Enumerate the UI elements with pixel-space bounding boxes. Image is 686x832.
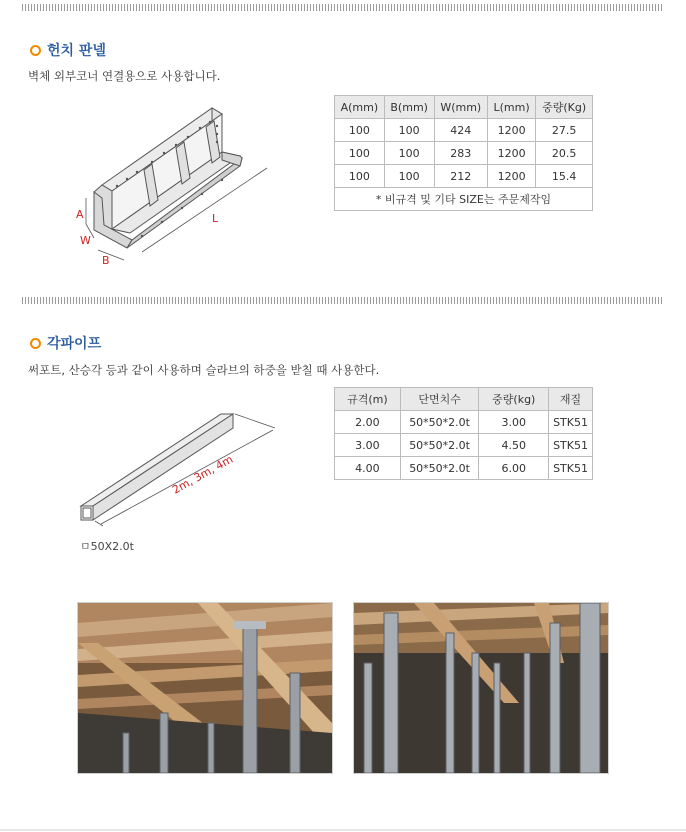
table-row xyxy=(335,142,593,165)
table-cell: 100 xyxy=(384,142,434,165)
table-cell: 6.00 xyxy=(479,457,549,480)
table-header-cell: 단면치수 xyxy=(400,388,479,411)
table-header-cell: A(mm) xyxy=(335,96,385,119)
table-header-cell: L(mm) xyxy=(487,96,535,119)
table-cell: 4.50 xyxy=(479,434,549,457)
table-row xyxy=(335,165,593,188)
table-header-cell: 중량(Kg) xyxy=(536,96,593,119)
table-row xyxy=(335,434,593,457)
table-cell: 50*50*2.0t xyxy=(400,457,479,480)
table-row xyxy=(335,119,593,142)
section1-title xyxy=(30,40,106,60)
construction-photo-1 xyxy=(77,602,333,774)
section1-title-text: 헌치 판넬 xyxy=(47,43,106,59)
section2-title-text: 각파이프 xyxy=(47,336,102,352)
table-cell: 100 xyxy=(384,119,434,142)
middle-separator xyxy=(22,297,662,304)
haunch-spec-table xyxy=(334,95,593,211)
pipe-length-label: 2m, 3m, 4m xyxy=(170,452,236,497)
table-cell: 100 xyxy=(384,165,434,188)
scaffold-photo-image xyxy=(354,603,608,773)
table-cell: 100 xyxy=(335,142,385,165)
table-cell: 15.4 xyxy=(536,165,593,188)
table-cell: 1200 xyxy=(487,142,535,165)
table-note-row xyxy=(335,188,593,211)
construction-photo-2 xyxy=(353,602,609,774)
table-row xyxy=(335,457,593,480)
table-cell: 50*50*2.0t xyxy=(400,411,479,434)
dim-label-a: A xyxy=(76,208,84,221)
table-cell: 3.00 xyxy=(335,434,401,457)
haunch-panel-diagram xyxy=(72,100,277,270)
scaffold-photo-image xyxy=(78,603,332,773)
top-separator xyxy=(22,4,662,11)
table-cell: 424 xyxy=(434,119,487,142)
table-cell: 1200 xyxy=(487,165,535,188)
dim-label-l: L xyxy=(212,212,219,225)
table-header-cell: B(mm) xyxy=(384,96,434,119)
bottom-line xyxy=(0,829,686,831)
table-cell: 1200 xyxy=(487,119,535,142)
circle-bullet-icon xyxy=(30,45,41,56)
pipe-caption: ㅁ50X2.0t xyxy=(80,540,134,553)
circle-bullet-icon xyxy=(30,338,41,349)
table-note: * 비규격 및 기타 SIZE는 주문제작임 xyxy=(335,188,593,211)
table-cell: 2.00 xyxy=(335,411,401,434)
table-cell: STK51 xyxy=(549,411,593,434)
section2-description: 써포트, 산승각 등과 같이 사용하며 슬라브의 하중을 받칠 때 사용한다. xyxy=(28,363,380,377)
table-cell: 3.00 xyxy=(479,411,549,434)
table-row xyxy=(335,411,593,434)
table-cell: 212 xyxy=(434,165,487,188)
square-pipe-diagram xyxy=(75,400,285,530)
table-header-row xyxy=(335,96,593,119)
table-cell: 100 xyxy=(335,165,385,188)
dim-label-w: W xyxy=(80,234,91,247)
table-cell: 283 xyxy=(434,142,487,165)
dim-label-b: B xyxy=(102,254,110,267)
table-header-row xyxy=(335,388,593,411)
table-header-cell: W(mm) xyxy=(434,96,487,119)
table-cell: 4.00 xyxy=(335,457,401,480)
table-header-cell: 규격(m) xyxy=(335,388,401,411)
table-cell: 20.5 xyxy=(536,142,593,165)
pipe-spec-table xyxy=(334,387,593,480)
table-cell: STK51 xyxy=(549,434,593,457)
section2-title xyxy=(30,333,101,353)
table-cell: STK51 xyxy=(549,457,593,480)
section1-description: 벽체 외부코너 연결용으로 사용합니다. xyxy=(28,69,221,83)
table-cell: 100 xyxy=(335,119,385,142)
table-header-cell: 중량(kg) xyxy=(479,388,549,411)
table-cell: 50*50*2.0t xyxy=(400,434,479,457)
table-header-cell: 재질 xyxy=(549,388,593,411)
table-cell: 27.5 xyxy=(536,119,593,142)
